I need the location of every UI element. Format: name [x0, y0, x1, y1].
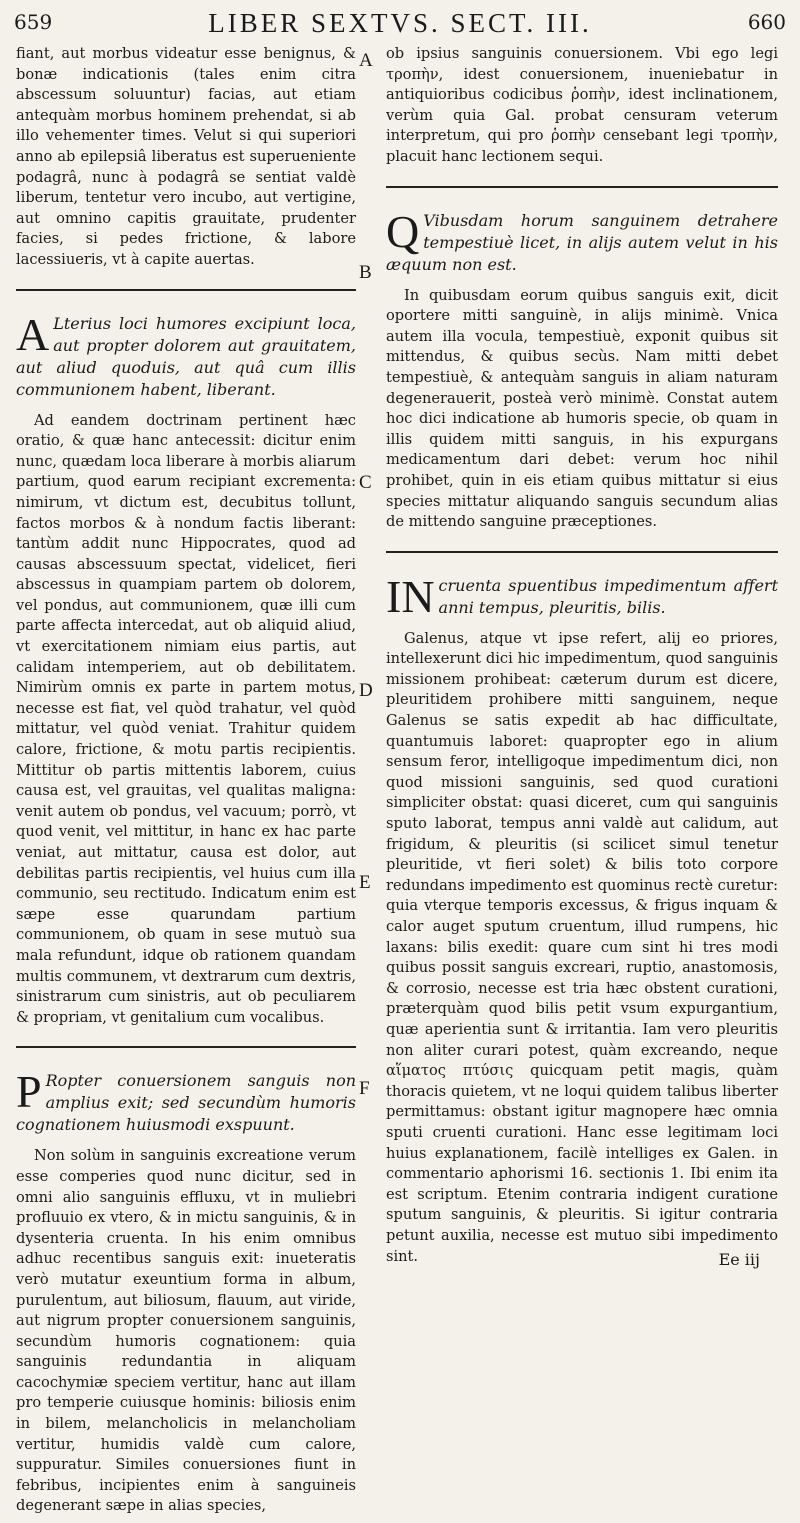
margin-letter: C — [359, 472, 372, 493]
page-number-right: 660 — [747, 10, 786, 34]
running-title: LIBER SEXTVS. SECT. III. — [208, 8, 592, 38]
section-divider — [16, 1046, 356, 1048]
right-intro-paragraph: ob ipsius sanguinis conuersionem. Vbi ego legi τροπὴν, idest conuersionem, inueniebatur in antiquioribus codicibus ῥοπὴν, idest inclinationem, verùm quia Gal. probat censuram veterum interpretum, qui pro ῥοπὴν censebant legi τροπὴν, placuit hanc lectionem sequi. — [386, 45, 778, 165]
margin-letter: D — [359, 680, 373, 701]
margin-letters — [355, 0, 385, 1305]
lemma-heading — [386, 570, 778, 622]
lemma-text: Vibusdam horum sanguinem detrahere tempestiuè licet, in alijs autem velut in his æquum non est. — [386, 210, 778, 274]
commentary-paragraph: In quibusdam eorum quibus sanguis exit, dicit oportere mitti sanguinè, in alijs minimè. Vnica autem illa vocula, tempestiuè, exponit quibus sit mittendus, & quibus secùs. Nam mitti debet tempestiuè, & antequàm sanguis in aliam naturam degenerauerit, posteà verò minimè. Constat autem hoc dici indicatione ab humoris specie, ob quam in illis quidem mitti sanguis, in his expurgans medicamentum dari debet: verum hoc nihil prohibet, quin in eis etiam quibus mittatur si eius species mittatur aliquando sanguis secundum alias de mittendo sanguine præceptiones. — [386, 286, 778, 531]
lemma-text: Ropter conuersionem sanguis non amplius exit; sed secundùm humoris cognationem huiusmodi exspuunt. — [16, 1071, 356, 1135]
lemma-heading — [386, 205, 778, 276]
lemma-heading — [16, 308, 356, 401]
commentary-paragraph: Galenus, atque vt ipse refert, alij eo priores, intellexerunt dici hic impedimentum, quod sanguinis missionem prohibeat: cæterum durum est dicere, pleuritidem prohibere mitti sanguinem, neque Galenus se satis expedit ab hac difficultate, quantumuis laboret: quapropter ego in alium sensum feror, intelligoque impedimentum dici, non quod missioni sanguinis, sed quod curationi simpliciter obstat: quasi diceret, cum qui sanguinis sputo laborat, tempus anni valdè aut calidum, aut frigidum, & pleuritis (si scilicet simul tenetur pleuritide, vt fieri solet) & bilis toto corpore redundans impedimento est quominus rectè curetur: quia vterque temporis excessus, & frigus inquam & calor auget sputum cruentum, illud rumpens, hic laxans: bilis exedit: quare cum sint hi tres modi quibus possit sanguis excreari, ruptio, anastomosis, & corrosio, necesse est tria hæc obstent curationi, præterquàm quod bilis petit vsum expurgantium, quæ aperientia sunt & irritantia. Iam vero pleuritis non aliter curari potest, quàm excreando, neque αἵματος πτύσις quicquam petit magis, quàm thoracis quietem, vt ne loqui quidem talibus liberter permittamus: obstant igitur magnopere hæc omnia sputi cruenti curationi. Hanc esse legitimam loci huius explanationem, facilè intelliges ex Galen. in commentario aphorismi 16. sectionis 1. Ibi enim ita est scriptum. Etenim contraria indigent curatione sputum sanguinis, & pleuritis. Si igitur contraria petunt auxilia, necesse est mutuo sibi impedimento sint. — [386, 629, 778, 1265]
left-intro-paragraph: fiant, aut morbus videatur esse benignus, & bonæ indicationis (tales enim citra abscessum soluuntur) facias, aut etiam antequàm morbus hominem prehendat, si ab illo vehementer times. Velut si qui superiori anno ab epilepsiâ liberatus est superueniente podagrâ, nunc à podagrâ se sentiat valdè liberum, tentetur vero incubo, aut vertigine, aut omnino capitis grauitate, prudenter facies, si pedes frictione, & labore lacessiueris, vt à capite auertas. — [16, 45, 356, 268]
lemma-text: Lterius loci humores excipiunt loca, aut propter dolorem aut grauitatem, aut aliud quoduis, aut quâ cum illis communionem habent, liberant. — [16, 313, 356, 399]
lemma-text: cruenta spuentibus impedimentum affert anni tempus, pleuritis, bilis. — [438, 575, 778, 617]
drop-cap: Q — [386, 205, 420, 257]
drop-cap: IN — [386, 570, 435, 622]
signature-mark: Ee iij — [718, 1250, 760, 1269]
section-divider — [16, 289, 356, 291]
page-number-left: 659 — [14, 10, 53, 34]
right-column — [386, 44, 778, 1273]
drop-cap: A — [16, 308, 50, 360]
page-header — [14, 8, 786, 42]
margin-letter: E — [359, 872, 371, 893]
commentary-paragraph: Non solùm in sanguinis excreatione verum esse comperies quod nunc dicitur, sed in omni alio sanguinis effluxu, vt in muliebri profluuio ex vtero, & in mictu sanguinis, & in dysenteria cruenta. In his enim omnibus adhuc recentibus sanguis exit: inueteratis verò mutatur exeuntium forma in album, purulentum, aut biliosum, flauum, aut viride, aut nigrum propter conuersionem sanguinis, secundùm humoris cognationem: quia sanguinis redundantia in aliquam cacochymiæ speciem vertitur, hanc aut illam pro temperie cuiusque hominis: biliosis enim in bilem, melancholicis in melancholiam vertitur, humidis valdè cum calore, suppuratur. Similes conuersiones fiunt in febribus, incipientes enim à sanguineis degenerant sæpe in alias species, — [16, 1147, 356, 1515]
margin-letter: A — [359, 50, 373, 71]
section-divider — [386, 551, 778, 553]
margin-letter: B — [359, 262, 372, 283]
margin-letter: F — [359, 1078, 370, 1099]
section-divider — [386, 186, 778, 188]
drop-cap: P — [16, 1066, 42, 1118]
commentary-paragraph: Ad eandem doctrinam pertinent hæc oratio, & quæ hanc antecessit: dicitur enim nunc, quædam loca liberare à morbis aliarum partium, quod earum recipiant excrementa: nimirum, vt dictum est, decubitus tollunt, factos morbos & à nondum factis liberant: tantùm addit nunc Hippocrates, quod ad causas abscessuum spectat, videlicet, fieri abscessus in quampiam partem ob dolorem, vel pondus, aut communionem, quæ illi cum parte affecta intercedat, aut ob aliquid aliud, vt exercitationem nimiam eius partis, aut calidam intemperiem, aut ob debilitatem. Nimirùm omnis ex parte in partem motus, necesse est fiat, vel quòd trahatur, vel quòd mittatur, vel quòd veniat. Trahitur quidem calore, frictione, & motu partis recipientis. Mittitur ob partis mittentis laborem, cuius causa est, vel grauitas, vel qualitas maligna: venit autem ob pondus, vel vacuum; porrò, vt quod venit, vel mittitur, in hanc ex hac parte veniat, aut mittatur, causa est dolor, aut debilitas partis recipientis, vel huius cum illa communio, seu rectitudo. Indicatum enim est sæpe esse quarundam partium communionem, ob quam in sese mutuò sua mala refundunt, idque ob rationem quandam multis communem, vt dextrarum cum dextris, sinistrarum cum sinistris, aut ob peculiarem & propriam, vt genitalium cum vocalibus. — [16, 411, 356, 1026]
left-column — [16, 44, 356, 1523]
lemma-heading — [16, 1066, 356, 1136]
